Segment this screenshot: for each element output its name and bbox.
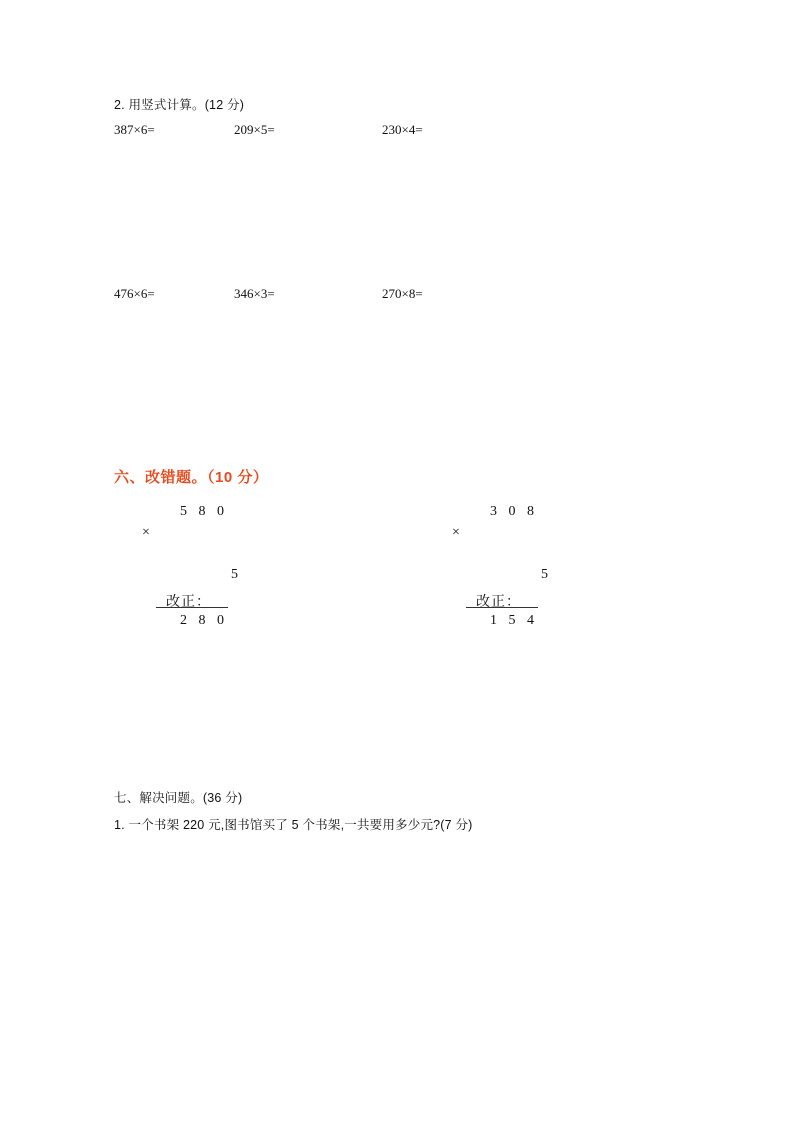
operand-2: 5 [231,567,242,582]
vertical-calc-heading: 2. 用竖式计算。(12 分) [114,98,245,112]
vertical-calc-row-1 [114,122,714,142]
correction-section-title: 六、改错题。（10 分） [114,469,269,486]
expression-346x3: 346×3= [234,286,275,301]
expression-209x5: 209×5= [234,122,275,137]
operand-2: 5 [541,567,552,582]
given-result: 2 8 0 [180,613,228,628]
given-result: 1 5 4 [490,613,538,628]
vertical-calc-row-2 [114,286,714,306]
expression-270x8: 270×8= [382,286,423,301]
correction-fix-label-1: 改正： [166,595,211,610]
correction-problem-1 [142,501,242,631]
section-vertical-calculation [114,96,714,142]
solve-problem-1: 1. 一个书架 220 元,图书馆买了 5 个书架,一共要用多少元?(7 分) [114,818,473,832]
expression-387x6: 387×6= [114,122,155,137]
operand-1: 3 0 8 [490,504,538,519]
expression-230x4: 230×4= [382,122,423,137]
correction-problems [114,501,694,628]
section-correction [114,466,694,628]
multiply-sign: × [452,525,460,540]
correction-problem-2 [452,501,552,631]
section-solve-problems [114,789,714,834]
operand-1: 5 8 0 [180,504,228,519]
multiply-sign: × [142,525,150,540]
correction-fix-label-2: 改正： [476,595,521,610]
solve-section-heading: 七、解决问题。(36 分) [114,791,243,805]
expression-476x6: 476×6= [114,286,155,301]
